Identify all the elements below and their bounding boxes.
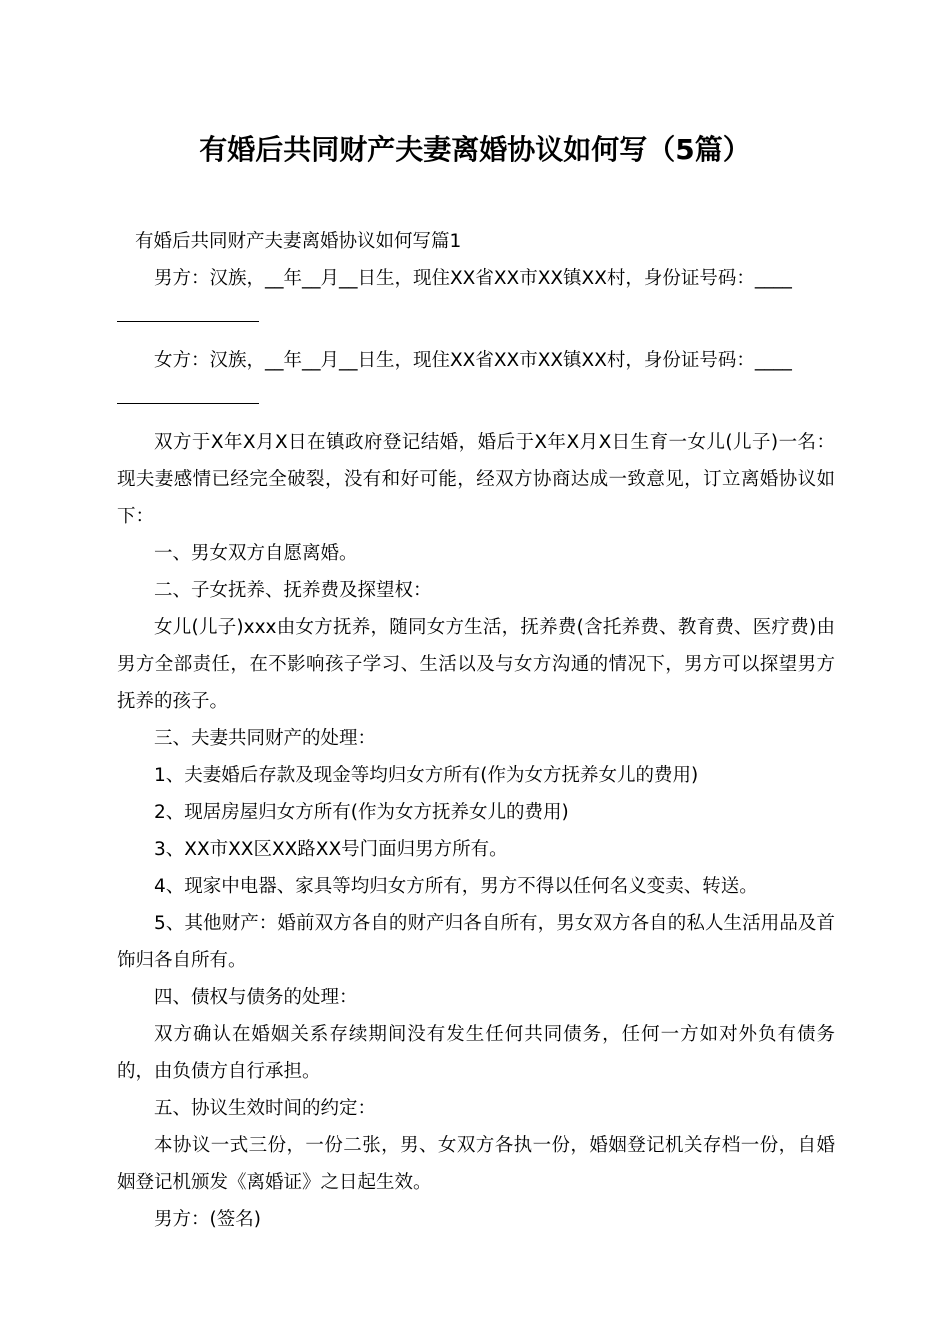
blank-line-woman-id [117,379,259,416]
paragraph-item1: 一、男女双方自愿离婚。 [154,543,358,564]
paragraph-item3-5: 5、其他财产：婚前双方各自的财产归各自所有，男女双方各自的私人生活用品及首饰归各自所有。 [117,913,835,971]
paragraph-woman-info: 女方：汉族，__年__月__日生，现住XX省XX市XX镇XX村，身份证号码：____ [154,350,792,371]
blank-line-man-id [117,297,259,334]
section-subtitle: 有婚后共同财产夫妻离婚协议如何写篇1 [135,231,462,252]
paragraph-item3-2: 2、现居房屋归女方所有(作为女方抚养女儿的费用) [154,802,569,823]
paragraph-item3-3: 3、XX市XX区XX路XX号门面归男方所有。 [154,839,508,860]
paragraph-item2-body: 女儿(儿子)xxx由女方抚养，随同女方生活，抚养费(含托养费、教育费、医疗费)由男方全部责任，在不影响孩子学习、生活以及与女方沟通的情况下，男方可以探望男方抚养的孩子。 [117,617,835,712]
paragraph-item4-body: 双方确认在婚姻关系存续期间没有发生任何共同债务，任何一方如对外负有债务的，由负债方自行承担。 [117,1024,835,1082]
paragraph-item5: 五、协议生效时间的约定： [154,1098,377,1119]
paragraph-intro: 双方于X年X月X日在镇政府登记结婚，婚后于X年X月X日生育一女儿(儿子)一名：现夫妻感情已经完全破裂，没有和好可能，经双方协商达成一致意见，订立离婚协议如下： [117,432,835,527]
paragraph-item4: 四、债权与债务的处理： [154,987,358,1008]
paragraph-item3: 三、夫妻共同财产的处理： [154,728,377,749]
document-title: 有婚后共同财产夫妻离婚协议如何写（5篇） [199,133,751,166]
paragraph-item3-4: 4、现家中电器、家具等均归女方所有，男方不得以任何名义变卖、转送。 [154,876,758,897]
paragraph-item2: 二、子女抚养、抚养费及探望权： [154,580,432,601]
paragraph-man-info: 男方：汉族，__年__月__日生，现住XX省XX市XX镇XX村，身份证号码：____ [154,268,792,289]
document-body [117,223,835,1238]
signature-man: 男方：(签名) [154,1209,261,1230]
paragraph-item5-body: 本协议一式三份，一份二张，男、女双方各执一份，婚姻登记机关存档一份，自婚姻登记机颁发《离婚证》之日起生效。 [117,1135,835,1193]
paragraph-item3-1: 1、夫妻婚后存款及现金等均归女方所有(作为女方抚养女儿的费用) [154,765,699,786]
